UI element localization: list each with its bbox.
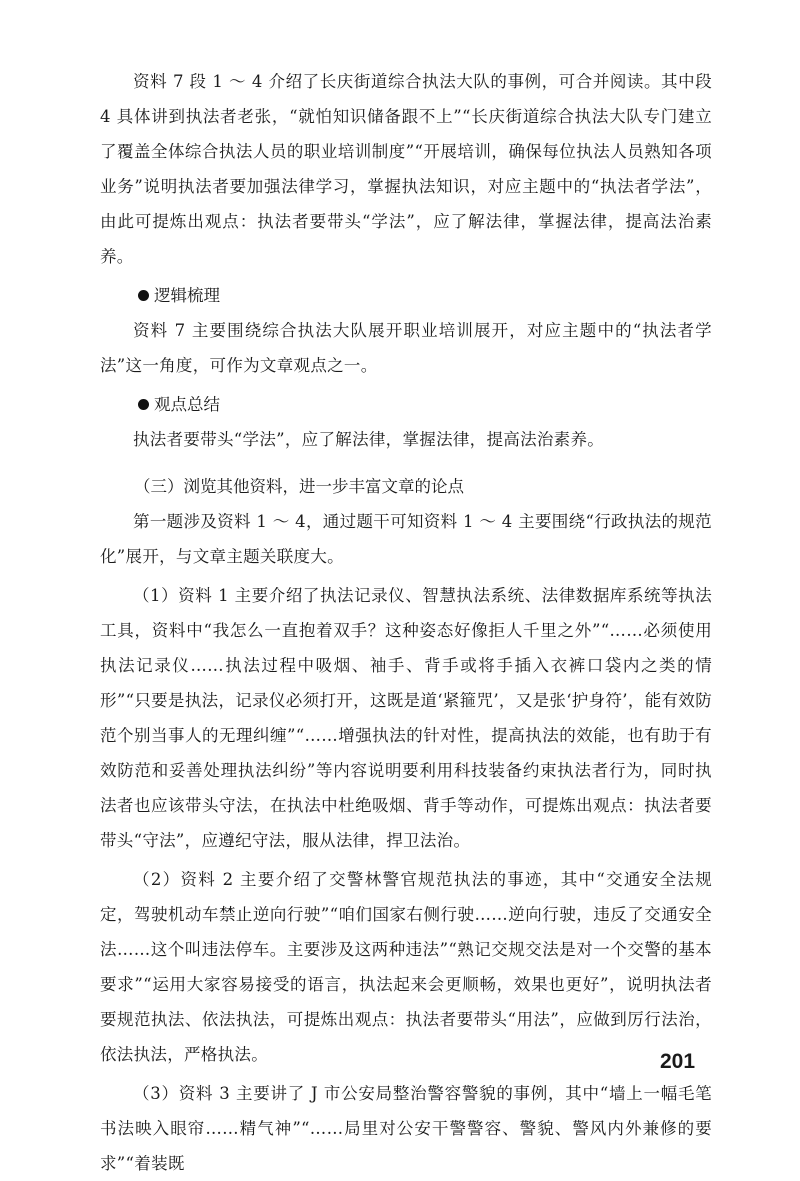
bullet-viewpoint-summary	[100, 387, 712, 422]
paragraph-question-one: 第一题涉及资料 1 ～ 4，通过题干可知资料 1 ～ 4 主要围绕“行政执法的规范化”展开，与文章主题关联度大。	[100, 512, 712, 566]
paragraph-logic-review: 资料 7 主要围绕综合执法大队展开职业培训展开，对应主题中的“执法者学法”这一角度，可作为文章观点之一。	[100, 321, 712, 375]
section-heading-3: （三）浏览其他资料，进一步丰富文章的论点	[134, 477, 464, 496]
bullet-dot-icon	[138, 290, 149, 301]
page-content	[100, 64, 712, 1181]
paragraph-material-2: （2）资料 2 主要介绍了交警林警官规范执法的事迹，其中“交通安全法规定，驾驶机动车禁止逆向行驶”“咱们国家右侧行驶……逆向行驶，违反了交通安全法……这个叫违法停车。主要涉及这两种违法”“熟记交规交法是对一个交警的基本要求”“运用大家容易接受的语言，执法起来会更顺畅，效果也更好”，说明执法者要规范执法、依法执法，可提炼出观点：执法者要带头“用法”，应做到厉行法治，依法执法，严格执法。	[100, 870, 712, 1064]
bullet-viewpoint-summary-label: 观点总结	[154, 395, 220, 414]
bullet-logic-review-label: 逻辑梳理	[154, 286, 220, 305]
bullet-logic-review	[100, 278, 712, 313]
paragraph-material-3: （3）资料 3 主要讲了 J 市公安局整治警容警貌的事例，其中“墙上一幅毛笔书法映入眼帘……精气神”“……局里对公安干警警容、警貌、警风内外兼修的要求”“着装既	[100, 1084, 712, 1173]
page-number: 201	[660, 1050, 696, 1073]
paragraph-viewpoint-summary: 执法者要带头“学法”，应了解法律，掌握法律，提高法治素养。	[133, 430, 605, 449]
bullet-dot-icon	[138, 399, 149, 410]
paragraph-material-1: （1）资料 1 主要介绍了执法记录仪、智慧执法系统、法律数据库系统等执法工具，资料中“我怎么一直抱着双手？这种姿态好像拒人千里之外”“……必须使用执法记录仪……执法过程中吸烟、袖手、背手或将手插入衣裤口袋内之类的情形”“只要是执法，记录仪必须打开，这既是道‘紧箍咒’，又是张‘护身符’，能有效防范个别当事人的无理纠缠”“……增强执法的针对性，提高执法的效能，也有助于有效防范和妥善处理执法纠纷”等内容说明要利用科技装备约束执法者行为，同时执法者也应该带头守法，在执法中杜绝吸烟、背手等动作，可提炼出观点：执法者要带头“守法”，应遵纪守法，服从法律，捍卫法治。	[100, 586, 712, 850]
paragraph-material-7-summary: 资料 7 段 1 ～ 4 介绍了长庆街道综合执法大队的事例，可合并阅读。其中段 4 具体讲到执法者老张，“就怕知识储备跟不上”“长庆街道综合执法大队专门建立了覆盖全体综合执法人员的职业培训制度”“开展培训，确保每位执法人员熟知各项业务”说明执法者要加强法律学习，掌握执法知识，对应主题中的“执法者学法”，由此可提炼出观点：执法者要带头“学法”，应了解法律，掌握法律，提高法治素养。	[100, 72, 712, 266]
